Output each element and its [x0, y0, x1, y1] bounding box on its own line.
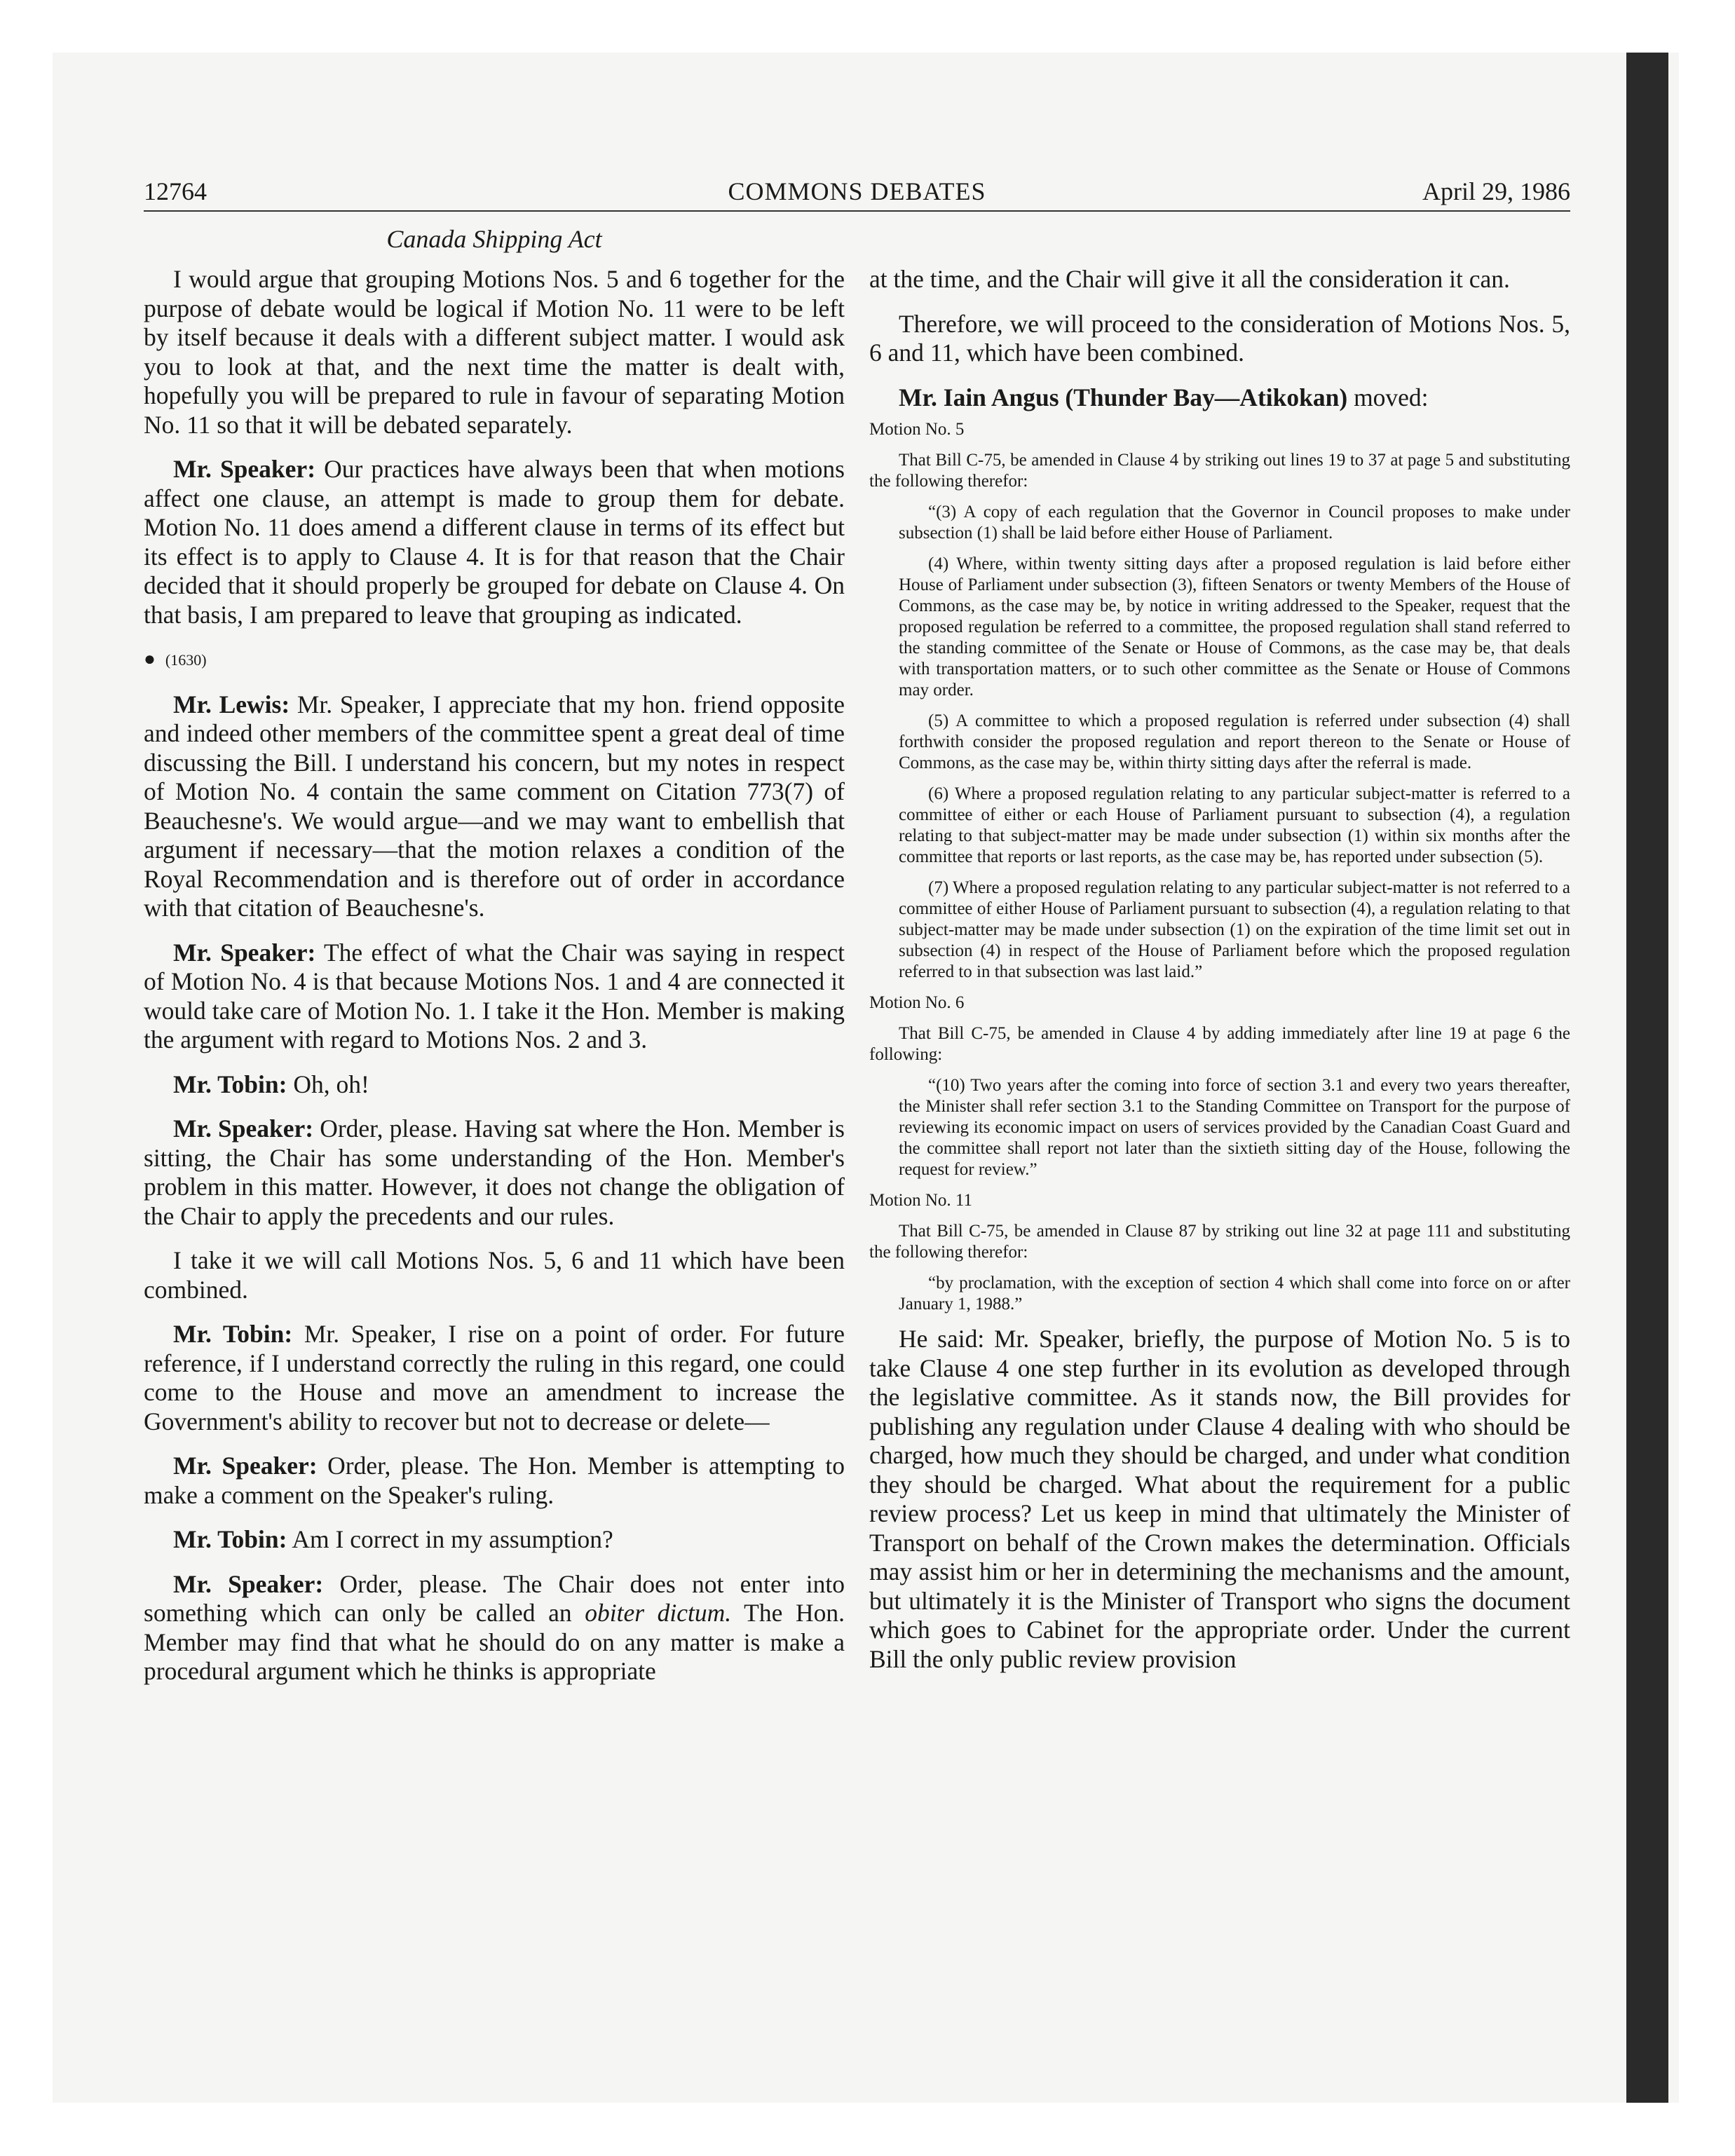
motion-text: That Bill C-75, be amended in Clause 4 by striking out lines 19 to 37 at page 5 and substituting the following therefor: [869, 451, 1570, 491]
speaker-name: Mr. Speaker: [173, 938, 316, 967]
page-header [144, 175, 1570, 212]
timestamp: (1630) [165, 651, 207, 669]
bullet-icon: ● [144, 648, 156, 670]
speech-text: The effect of what the Chair was saying in respect of Motion No. 4 is that because Motions Nos. 1 and 4 are connected it would take care of Motion No. 1. I take it the Hon. Member is making the argument with regard to Motions Nos. 2 and 3. [144, 938, 845, 1053]
speech-paragraph [144, 939, 845, 1055]
latin-phrase: obiter dictum. [585, 1599, 732, 1627]
page-number: 12764 [144, 177, 207, 205]
speech-paragraph [144, 1320, 845, 1436]
scan-edge-shadow [1626, 53, 1668, 2103]
speaker-name: Mr. Iain Angus (Thunder Bay—Atikokan) [899, 383, 1348, 411]
speech-paragraph [144, 1114, 845, 1231]
speech-text: Order, please. The Chair does not enter into something which can only be called an [144, 1569, 845, 1627]
speech-text: Am I correct in my assumption? [287, 1525, 613, 1553]
speech-paragraph [144, 1570, 845, 1686]
mover-line [869, 383, 1570, 413]
motion-quote: “by proclamation, with the exception of section 4 which shall come into force on or after January 1, 1988.” [899, 1274, 1570, 1314]
motion-quote: (7) Where a proposed regulation relating to any particular subject-matter is not referred to a committee of either House of Parliament pursuant to subsection (4), a regulation relating to that subject-matter may be made under subsection (1) on the expiration of the time limit set out in subsection (4) in respect of the House of Parliament before which the proposed regulation referred to in that subsection was last laid.” [899, 878, 1570, 981]
speech-text: Oh, oh! [287, 1070, 369, 1098]
speaker-name: Mr. Speaker: [173, 1114, 314, 1142]
speaker-name: Mr. Lewis: [173, 690, 290, 718]
speech-text: Mr. Speaker, I rise on a point of order. For future reference, if I understand correctly the ruling in this regard, one could come to the House and move an amendment to increase the Government's ability to recover but not to decrease or delete— [144, 1320, 845, 1435]
motion-quote: “(10) Two years after the coming into force of section 3.1 and every two years thereafter, the Minister shall refer section 3.1 to the Standing Committee on Transport for the purpose of reviewing its economic impact on users of services provided by the Canadian Coast Guard and the committee shall report not later than the sixtieth sitting day of the House, following the request for review.” [899, 1076, 1570, 1179]
speech-text: Order, please. Having sat where the Hon. Member is sitting, the Chair has some understanding of the Hon. Member's problem in this matter. However, it does not change the obligation of the Chair to apply the precedents and our rules. [144, 1114, 845, 1230]
motion-quote: (5) A committee to which a proposed regulation is referred under subsection (4) shall forthwith consider the proposed regulation and report thereon to the Senate or House of Commons, as the case may be, within thirty sitting days after the referral is made. [899, 711, 1570, 772]
speech-text: Our practices have always been that when motions affect one clause, an attempt is made to group them for debate. Motion No. 11 does amend a different clause in terms of its effect but its effect is to apply to Clause 4. It is for that reason that the Chair decided that it should properly be grouped for debate on Clause 4. On that basis, I am prepared to leave that grouping as indicated. [144, 455, 845, 629]
paragraph: at the time, and the Chair will give it all the consideration it can. [869, 265, 1510, 293]
publication-date: April 29, 1986 [1422, 177, 1570, 205]
speaker-name: Mr. Tobin: [173, 1525, 287, 1553]
motion-quote: (6) Where a proposed regulation relating to any particular subject-matter is referred to a committee of either or each House of Parliament pursuant to subsection (4), a regulation relating to that subject-matter may be made under subsection (1) within six months after the committee that reports or last reports, as the case may be, has reported under subsection (5). [899, 784, 1570, 866]
right-column [869, 265, 1570, 1689]
speaker-name: Mr. Tobin: [173, 1070, 287, 1098]
motion-quote: (4) Where, within twenty sitting days after a proposed regulation is laid before either House of Parliament under subsection (3), fifteen Senators or twenty Members of the House of Commons, as the case may be, by notice in writing addressed to the Speaker, request that the proposed regulation be referred to a committee, the proposed regulation shall stand referred to the standing committee of the Senate or House of Commons, as the case may be, that deals with transportation matters, or to such other committee as the Senate or House of Commons may order. [899, 554, 1570, 700]
speaker-name: Mr. Speaker: [173, 455, 316, 483]
speaker-name: Mr. Tobin: [173, 1320, 293, 1348]
speech-paragraph [144, 1070, 845, 1100]
speech-text: moved: [1347, 383, 1429, 411]
paragraph: I would argue that grouping Motions Nos. 5 and 6 together for the purpose of debate would be logical if Motion No. 11 were to be left by itself because it deals with a different subject matter. I would ask you to look at that, and the next time the matter is dealt with, hopefully you will be prepared to rule in favour of separating Motion No. 11 so that it will be debated separately. [144, 265, 845, 439]
motion-quote: “(3) A copy of each regulation that the Governor in Council proposes to make under subsection (1) shall be laid before either House of Parliament. [899, 503, 1570, 543]
paragraph: I take it we will call Motions Nos. 5, 6 and 11 which have been combined. [144, 1246, 845, 1304]
speech-paragraph [144, 690, 845, 923]
motion-label: Motion No. 6 [869, 993, 965, 1012]
speech-text: Mr. Speaker, I appreciate that my hon. friend opposite and indeed other members of the committee spent a great deal of time discussing the Bill. I understand his concern, but my notes in respect of Motion No. 4 contain the same comment on Citation 773(7) of Beauchesne's. We would argue—and we may want to embellish that argument if necessary—that the motion relaxes a condition of the Royal Recommendation and is therefore out of order in accordance with that citation of Beauchesne's. [144, 690, 845, 922]
speaker-name: Mr. Speaker: [173, 1452, 318, 1480]
publication-title: COMMONS DEBATES [728, 177, 986, 205]
speaker-name: Mr. Speaker: [173, 1569, 324, 1598]
speech-text: The Hon. Member may find that what he should do on any matter is make a procedural argument which he thinks is appropriate [144, 1599, 845, 1685]
paragraph: He said: Mr. Speaker, briefly, the purpose of Motion No. 5 is to take Clause 4 one step further in its evolution as developed through the legislative committee. As it stands now, the Bill provides for publishing any regulation under Clause 4 dealing with who should be charged, how much they should be charged, and under what condition they should be charged. What about the requirement for a public review process? Let us keep in mind that ultimately the Minister of Transport on behalf of the Crown makes the determination. Officials may assist him or her in determining the mechanisms and the amount, but ultimately it is the Minister of Transport who signs the document which goes to Cabinet for the appropriate order. Under the current Bill the only public review provision [869, 1325, 1570, 1673]
motion-label: Motion No. 5 [869, 420, 965, 439]
speech-paragraph [144, 455, 845, 629]
paragraph: Therefore, we will proceed to the consideration of Motions Nos. 5, 6 and 11, which have been combined. [869, 309, 1570, 367]
motion-label: Motion No. 11 [869, 1191, 972, 1210]
motion-text: That Bill C-75, be amended in Clause 4 by adding immediately after line 19 at page 6 the following: [869, 1024, 1570, 1064]
speech-paragraph [144, 1452, 845, 1510]
left-column [144, 265, 845, 1702]
time-marker [144, 645, 845, 675]
speech-text: Order, please. The Hon. Member is attempting to make a comment on the Speaker's ruling. [144, 1452, 845, 1509]
section-title: Canada Shipping Act [386, 225, 602, 253]
motion-text: That Bill C-75, be amended in Clause 87 by striking out line 32 at page 111 and substituting the following therefor: [869, 1222, 1570, 1262]
speech-paragraph [144, 1525, 845, 1555]
